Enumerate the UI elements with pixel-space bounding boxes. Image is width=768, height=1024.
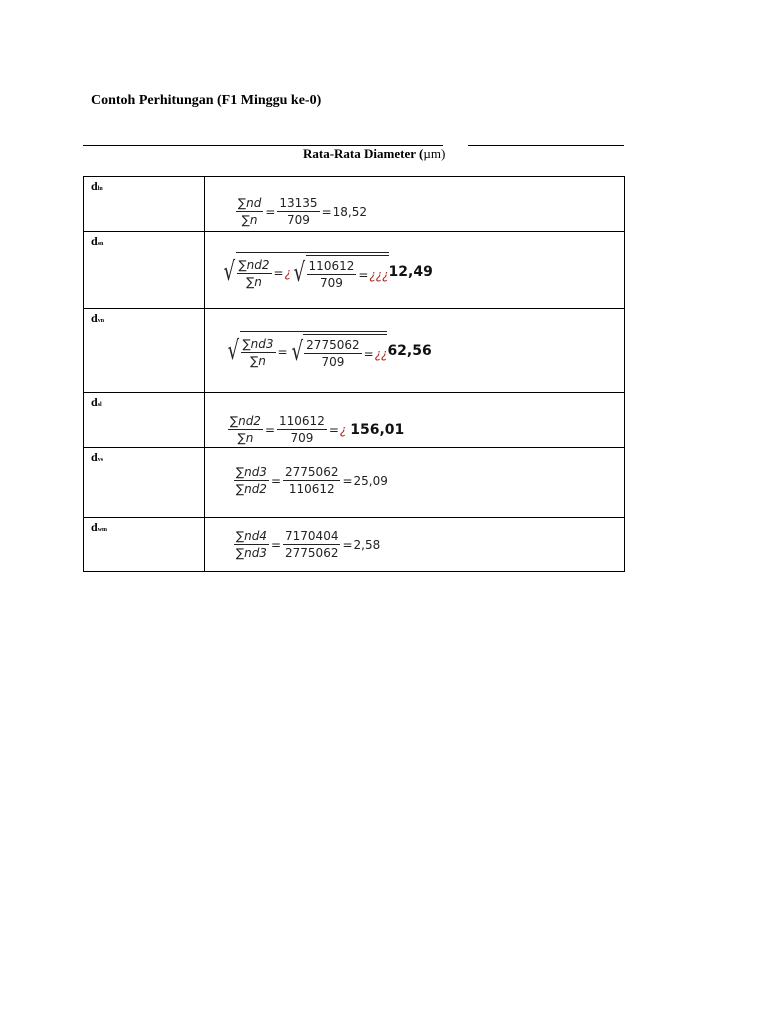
equals-sign: = bbox=[358, 267, 369, 282]
denominator: ∑n bbox=[250, 353, 266, 368]
fraction bbox=[228, 413, 263, 446]
fraction bbox=[277, 413, 327, 446]
garbled-symbol: ¿¿ bbox=[374, 346, 388, 361]
row-label bbox=[84, 309, 205, 393]
radicand bbox=[240, 331, 388, 370]
formula-cell bbox=[205, 393, 625, 448]
denominator: 709 bbox=[321, 355, 345, 369]
formula bbox=[227, 413, 404, 446]
denominator: ∑n bbox=[241, 213, 258, 227]
column-header-title: Rata-Rata Diameter ( bbox=[303, 146, 424, 161]
formula-cell bbox=[205, 448, 625, 518]
formula-cell bbox=[205, 232, 625, 309]
symbol-d: d bbox=[91, 311, 98, 325]
fraction bbox=[241, 336, 276, 369]
denominator: 709 bbox=[287, 213, 310, 227]
equals-sign: = bbox=[321, 204, 332, 219]
numerator: ∑nd bbox=[238, 196, 262, 210]
result-value: 2,58 bbox=[353, 537, 381, 552]
fraction bbox=[277, 195, 319, 228]
formula bbox=[225, 331, 432, 370]
fraction bbox=[283, 528, 340, 561]
formula bbox=[221, 252, 433, 291]
denominator: ∑n bbox=[237, 431, 254, 445]
calculation-table bbox=[83, 176, 625, 572]
result-value: 18,52 bbox=[332, 204, 367, 219]
equals-sign: = bbox=[277, 345, 288, 359]
denominator: 110612 bbox=[288, 482, 335, 496]
fraction bbox=[283, 464, 340, 497]
equals-sign: = bbox=[265, 204, 276, 219]
symbol-d: d bbox=[91, 179, 98, 193]
equals-sign: = bbox=[342, 473, 353, 488]
table-row bbox=[84, 177, 625, 232]
symbol-subscript: vn bbox=[97, 318, 105, 324]
numerator: 7170404 bbox=[285, 529, 339, 543]
symbol-d: d bbox=[91, 520, 98, 534]
column-header-unit: µm bbox=[423, 146, 441, 161]
equals-sign: = bbox=[328, 422, 339, 437]
square-root bbox=[289, 334, 388, 370]
numerator: ∑nd4 bbox=[236, 529, 267, 543]
row-label bbox=[84, 232, 205, 309]
fraction bbox=[304, 337, 361, 370]
radicand bbox=[236, 252, 389, 291]
symbol-d: d bbox=[91, 450, 98, 464]
symbol-d: d bbox=[91, 234, 98, 248]
formula bbox=[235, 195, 367, 228]
row-label bbox=[84, 518, 205, 572]
equals-sign: = bbox=[270, 473, 282, 488]
page-heading: Contoh Perhitungan (F1 Minggu ke-0) bbox=[91, 93, 322, 108]
radical-sign-icon: √ bbox=[223, 256, 236, 287]
denominator: ∑nd2 bbox=[236, 482, 267, 496]
symbol-subscript: sl bbox=[97, 402, 102, 408]
radicand bbox=[303, 334, 387, 370]
result-value: 25,09 bbox=[353, 473, 388, 488]
numerator: ∑nd2 bbox=[230, 414, 261, 428]
result-value: 12,49 bbox=[388, 263, 433, 280]
symbol-d: d bbox=[91, 395, 98, 409]
result-value: 62,56 bbox=[387, 342, 432, 359]
equals-sign: = bbox=[363, 346, 374, 361]
fraction bbox=[236, 195, 263, 228]
square-root bbox=[221, 252, 389, 291]
denominator: 709 bbox=[290, 431, 314, 445]
equals-sign: = bbox=[270, 537, 282, 552]
numerator: 110612 bbox=[279, 414, 325, 428]
symbol-subscript: sn bbox=[97, 241, 104, 247]
row-label bbox=[84, 177, 205, 232]
column-header bbox=[303, 146, 739, 162]
table-row bbox=[84, 518, 625, 572]
table-row bbox=[84, 393, 625, 448]
numerator: ∑nd2 bbox=[238, 257, 270, 272]
column-header-close: ) bbox=[440, 146, 446, 161]
radical-sign-icon: √ bbox=[291, 337, 303, 367]
equals-sign: = bbox=[273, 266, 284, 280]
fraction bbox=[234, 464, 269, 497]
symbol-subscript: ln bbox=[97, 186, 103, 192]
numerator: ∑nd3 bbox=[236, 465, 267, 479]
numerator: 2775062 bbox=[306, 338, 360, 352]
garbled-symbol: ¿¿¿ bbox=[369, 267, 389, 282]
radical-sign-icon: √ bbox=[227, 335, 240, 366]
garbled-symbol: ¿ bbox=[284, 266, 291, 280]
radical-sign-icon: √ bbox=[293, 258, 306, 288]
numerator: 110612 bbox=[308, 259, 355, 273]
numerator: 13135 bbox=[279, 196, 318, 210]
symbol-subscript: vs bbox=[97, 457, 104, 463]
numerator: ∑nd3 bbox=[242, 336, 274, 351]
fraction bbox=[307, 258, 357, 291]
fraction bbox=[237, 257, 272, 290]
equals-sign: = bbox=[342, 537, 353, 552]
formula-cell bbox=[205, 518, 625, 572]
formula bbox=[233, 528, 380, 561]
fraction bbox=[234, 528, 269, 561]
row-label bbox=[84, 393, 205, 448]
formula-cell bbox=[205, 177, 625, 232]
denominator: 2775062 bbox=[285, 546, 339, 560]
table-row bbox=[84, 309, 625, 393]
radicand bbox=[306, 255, 389, 291]
formula bbox=[233, 464, 388, 497]
garbled-symbol: ¿ bbox=[339, 422, 347, 437]
table-row bbox=[84, 448, 625, 518]
square-root bbox=[225, 331, 387, 370]
equals-sign: = bbox=[264, 422, 276, 437]
denominator: ∑n bbox=[246, 274, 262, 289]
denominator: ∑nd3 bbox=[236, 546, 267, 560]
numerator: 2775062 bbox=[285, 465, 339, 479]
square-root bbox=[291, 255, 389, 291]
symbol-subscript: wm bbox=[97, 527, 108, 533]
denominator: 709 bbox=[320, 276, 343, 290]
result-value: 156,01 bbox=[350, 421, 405, 438]
row-label bbox=[84, 448, 205, 518]
table-row bbox=[84, 232, 625, 309]
formula-cell bbox=[205, 309, 625, 393]
